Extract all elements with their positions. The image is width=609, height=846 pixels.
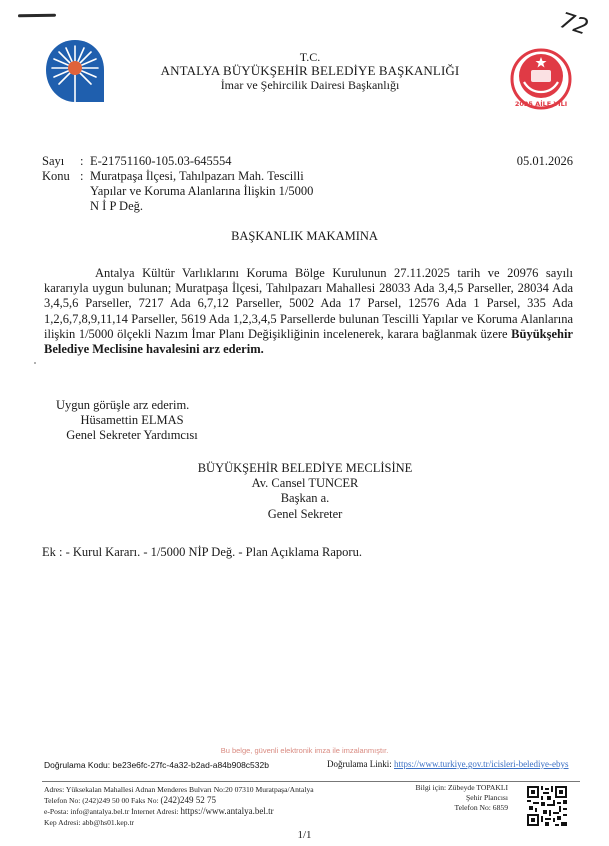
body-paragraph [44,266,573,357]
verification-code [44,760,269,770]
council-line: BÜYÜKŞEHİR BELEDİYE MECLİSİNE [197,461,413,475]
svg-text:2025 AİLE YILI: 2025 AİLE YILI [514,100,568,108]
qr-code-icon [527,786,567,826]
document-date: 05.01.2026 [516,154,573,168]
body-text: Antalya Kültür Varlıklarını Koruma Bölge Kurulunun 27.11.2025 tarih ve 20976 sayılı kararıyla uygun bulunan; Muratpaşa İlçesi, Tahılpazarı Mahallesi 28033 Ada 3,4,5 Parseller, 28034 Ada 3,4,5,6 Parseller, 7217 Ada 6,7,12 Parseller, 5002 Ada 17 Parsel, 12576 Ada 1 Parsel, 335 Ada 1,2,6,7,8,9,11,14 Parseller, 5619 Ada 1,2,3,4,5 Parsellerde bulunan Tescilli Yapılar ve Koruma Alanlarına ilişkin 1/5000 ölçekli Nazım İmar Planı Değişikliğinin incelenerek, karara bağlanmak üzere [44,266,573,341]
footer-email: e-Posta: info@antalya.bel.tr İnternet Adresi: https://www.antalya.bel.tr [44,806,274,817]
colon: : [80,169,84,183]
konu-line: Yapılar ve Koruma Alanlarına İlişkin 1/5000 [90,184,314,198]
attachments-line: Ek : - Kurul Kararı. - 1/5000 NİP Değ. - Plan Açıklama Raporu. [42,545,362,559]
footer-kep: Kep Adresi: abb@hs01.kep.tr [44,817,135,827]
signature-block-deputy [56,398,202,444]
signatory-title: Genel Sekreter [267,506,343,521]
info-contact-name: Bilgi için: Zübeyde TOPAKLI [415,783,508,792]
scan-mark [18,14,56,18]
verification-link-url[interactable]: https://www.turkiye.gov.tr/icisleri-belediye-ebys [394,759,569,769]
sayi-label: Sayı [42,154,65,168]
konu-line: Muratpaşa İlçesi, Tahılpazarı Mah. Tescilli [90,169,304,183]
handwritten-note: 72 [556,8,592,41]
body-bold-text: Büyükşehir Belediye Meclisine havalesini arz ederim. [44,326,573,357]
signatory-role: Başkan a. [280,491,330,506]
footer-divider [42,781,580,782]
sayi-value: E-21751160-105.03-645554 [90,154,232,168]
footer-info-contact [404,783,508,813]
colon: : [80,154,84,168]
footer-phone: Telefon No: (242)249 50 00 Faks No: (242)249 52 75 [44,795,217,806]
verification-code-value: be23e6fc-27fc-4a32-b2ad-a84b908c532b [112,760,269,770]
approval-line: Uygun görüşle arz ederim. [56,398,190,412]
header-department: İmar ve Şehircilik Dairesi Başkanlığı [220,78,400,92]
signatory-title: Genel Sekreter Yardımcısı [66,428,198,443]
scan-speck [34,362,36,364]
konu-line: N İ P Değ. [90,199,144,213]
konu-label: Konu [42,169,70,183]
family-year-logo-icon [510,48,572,110]
verification-link [327,759,569,769]
signatory-name: Av. Cansel TUNCER [251,476,359,491]
addressee: BAŞKANLIK MAKAMINA [231,229,378,243]
esignature-note: Bu belge, güvenli elektronik imza ile imzalanmıştır. [220,746,389,755]
info-contact-title: Şehir Plancısı [466,793,508,802]
footer-address: Adres: Yüksekalan Mahallesi Adnan Menderes Bulvarı No:20 07310 Muratpaşa/Antalya [44,785,314,794]
page-number: 1/1 [297,829,312,841]
signature-block-secretary [190,461,420,522]
info-contact-phone: Telefon No: 6859 [454,803,508,812]
document-header [150,50,470,92]
header-institution: ANTALYA BÜYÜKŞEHİR BELEDİYE BAŞKANLIĞI [160,63,460,78]
header-tc: T.C. [299,50,321,64]
verification-link-label: Doğrulama Linki: [327,759,392,769]
footer-contact [44,785,314,828]
antalya-municipality-logo-icon [44,38,106,104]
signatory-name: Hüsamettin ELMAS [80,413,184,428]
footer-website[interactable]: https://www.antalya.bel.tr [180,806,274,817]
verification-code-label: Doğrulama Kodu: [44,760,111,770]
document-meta [42,154,313,214]
